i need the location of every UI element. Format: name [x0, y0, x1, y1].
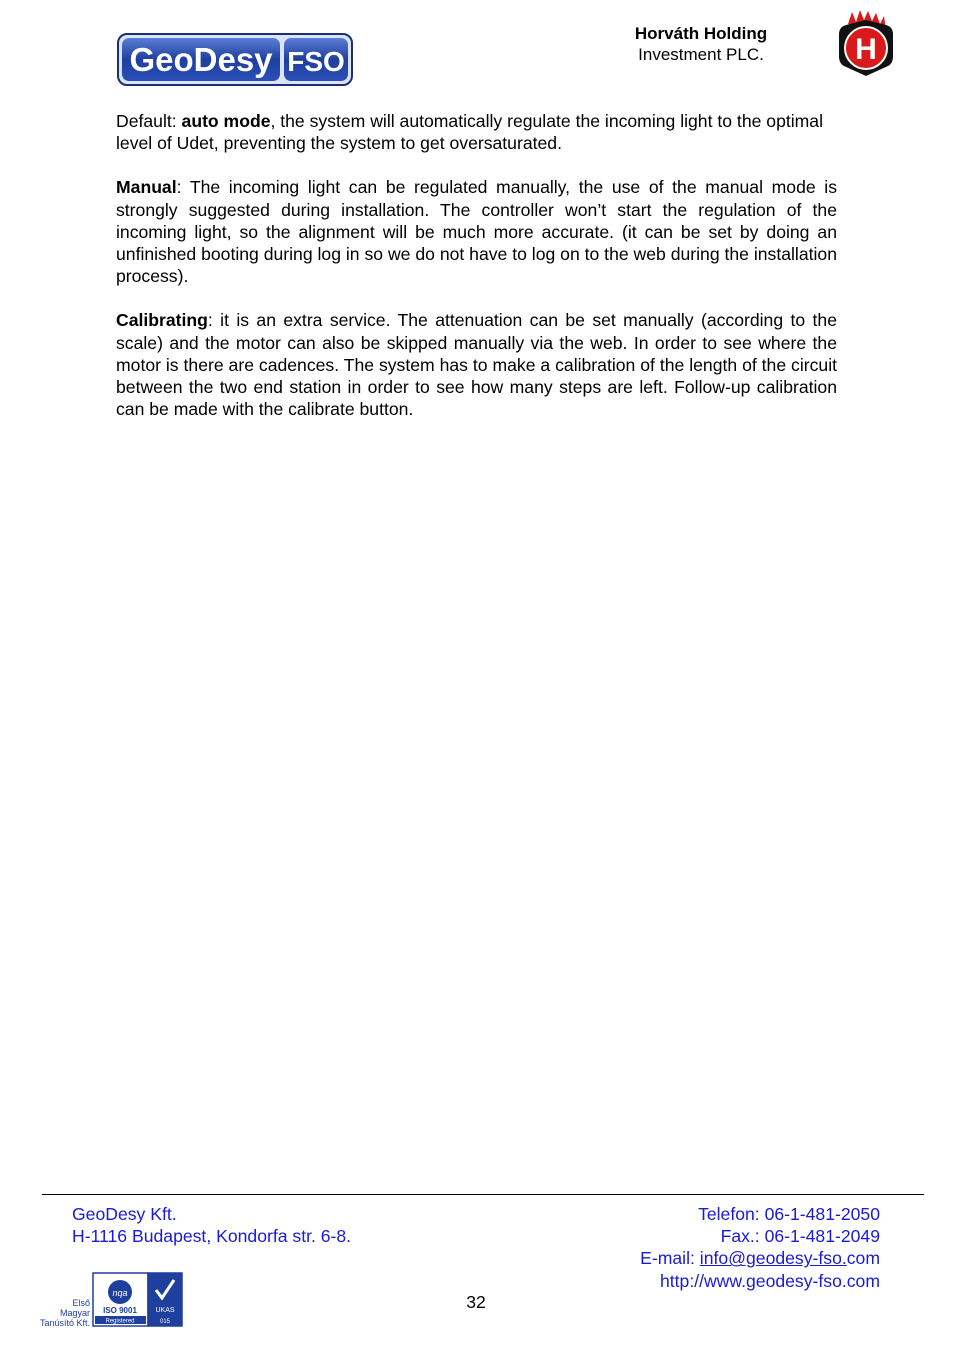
paragraph-text: : it is an extra service. The attenuation can be set manually (according to the scale) and the motor can also be skipped manually via the web. In order to see where the motor is there are cadences. The system has to make a calibration of the length of the circuit between the two end station in order to see how many steps are left. Follow-up calibration can be made with the calibrate button.: [116, 310, 837, 420]
svg-text:nqa: nqa: [112, 1288, 128, 1298]
company-name: [600, 23, 802, 65]
footer-contact: [640, 1203, 880, 1292]
paragraph-manual-mode: [116, 176, 837, 287]
footer-website[interactable]: http://www.geodesy-fso.com: [659, 1270, 880, 1291]
paragraph-default-mode: [116, 110, 837, 154]
company-name-line1: Horváth Holding: [634, 24, 768, 43]
paragraph-text: : The incoming light can be regulated manually, the use of the manual mode is strongly suggested during installation. The controller won’t start the regulation of the incoming light, so the alignment will be much more accurate. (it can be set by doing an unfinished booting during log in so we do not have to log on to the web during the installation process).: [116, 177, 837, 287]
email-suffix: com: [846, 1248, 880, 1269]
term-auto-mode: auto mode: [181, 111, 271, 131]
company-name-line2: Investment PLC.: [638, 45, 764, 64]
svg-text:Első: Első: [72, 1298, 90, 1308]
page-number: 32: [466, 1292, 486, 1312]
svg-text:ISO 9001: ISO 9001: [103, 1306, 137, 1315]
paragraph-prefix: Default:: [116, 111, 182, 131]
svg-text:015: 015: [159, 1319, 171, 1325]
email-link[interactable]: info@geodesy-fso.: [699, 1248, 847, 1269]
horvath-holding-emblem: [836, 10, 896, 80]
footer-street-address: H-1116 Budapest, Kondorfa str. 6-8.: [72, 1226, 352, 1247]
iso-certification-badge: [30, 1268, 190, 1332]
svg-text:Registered: Registered: [105, 1318, 135, 1325]
svg-text:UKAS: UKAS: [155, 1307, 175, 1314]
footer-email: [640, 1247, 880, 1269]
document-body: [116, 110, 837, 442]
svg-text:H: H: [855, 33, 877, 66]
footer-fax: Fax.: 06-1-481-2049: [720, 1226, 880, 1247]
geodesy-fso-logo: [117, 33, 353, 86]
footer-divider: [42, 1194, 924, 1195]
footer-address: [72, 1203, 351, 1247]
term-calibrating: Calibrating: [116, 310, 208, 331]
term-manual: Manual: [116, 177, 177, 198]
paragraph-text: , the system will automatically regulate the incoming light to the optimal level of Udet, preventing the system to get oversaturated.: [116, 111, 823, 154]
svg-text:GeoDesy: GeoDesy: [129, 41, 273, 78]
svg-text:Magyar: Magyar: [59, 1308, 90, 1318]
footer-company: GeoDesy Kft.: [72, 1204, 177, 1224]
svg-text:FSO: FSO: [287, 46, 345, 77]
paragraph-calibrating: [116, 309, 837, 420]
email-label: E-mail:: [640, 1248, 700, 1269]
svg-text:Tanúsító Kft.: Tanúsító Kft.: [39, 1318, 90, 1328]
footer-phone: Telefon: 06-1-481-2050: [698, 1204, 880, 1224]
